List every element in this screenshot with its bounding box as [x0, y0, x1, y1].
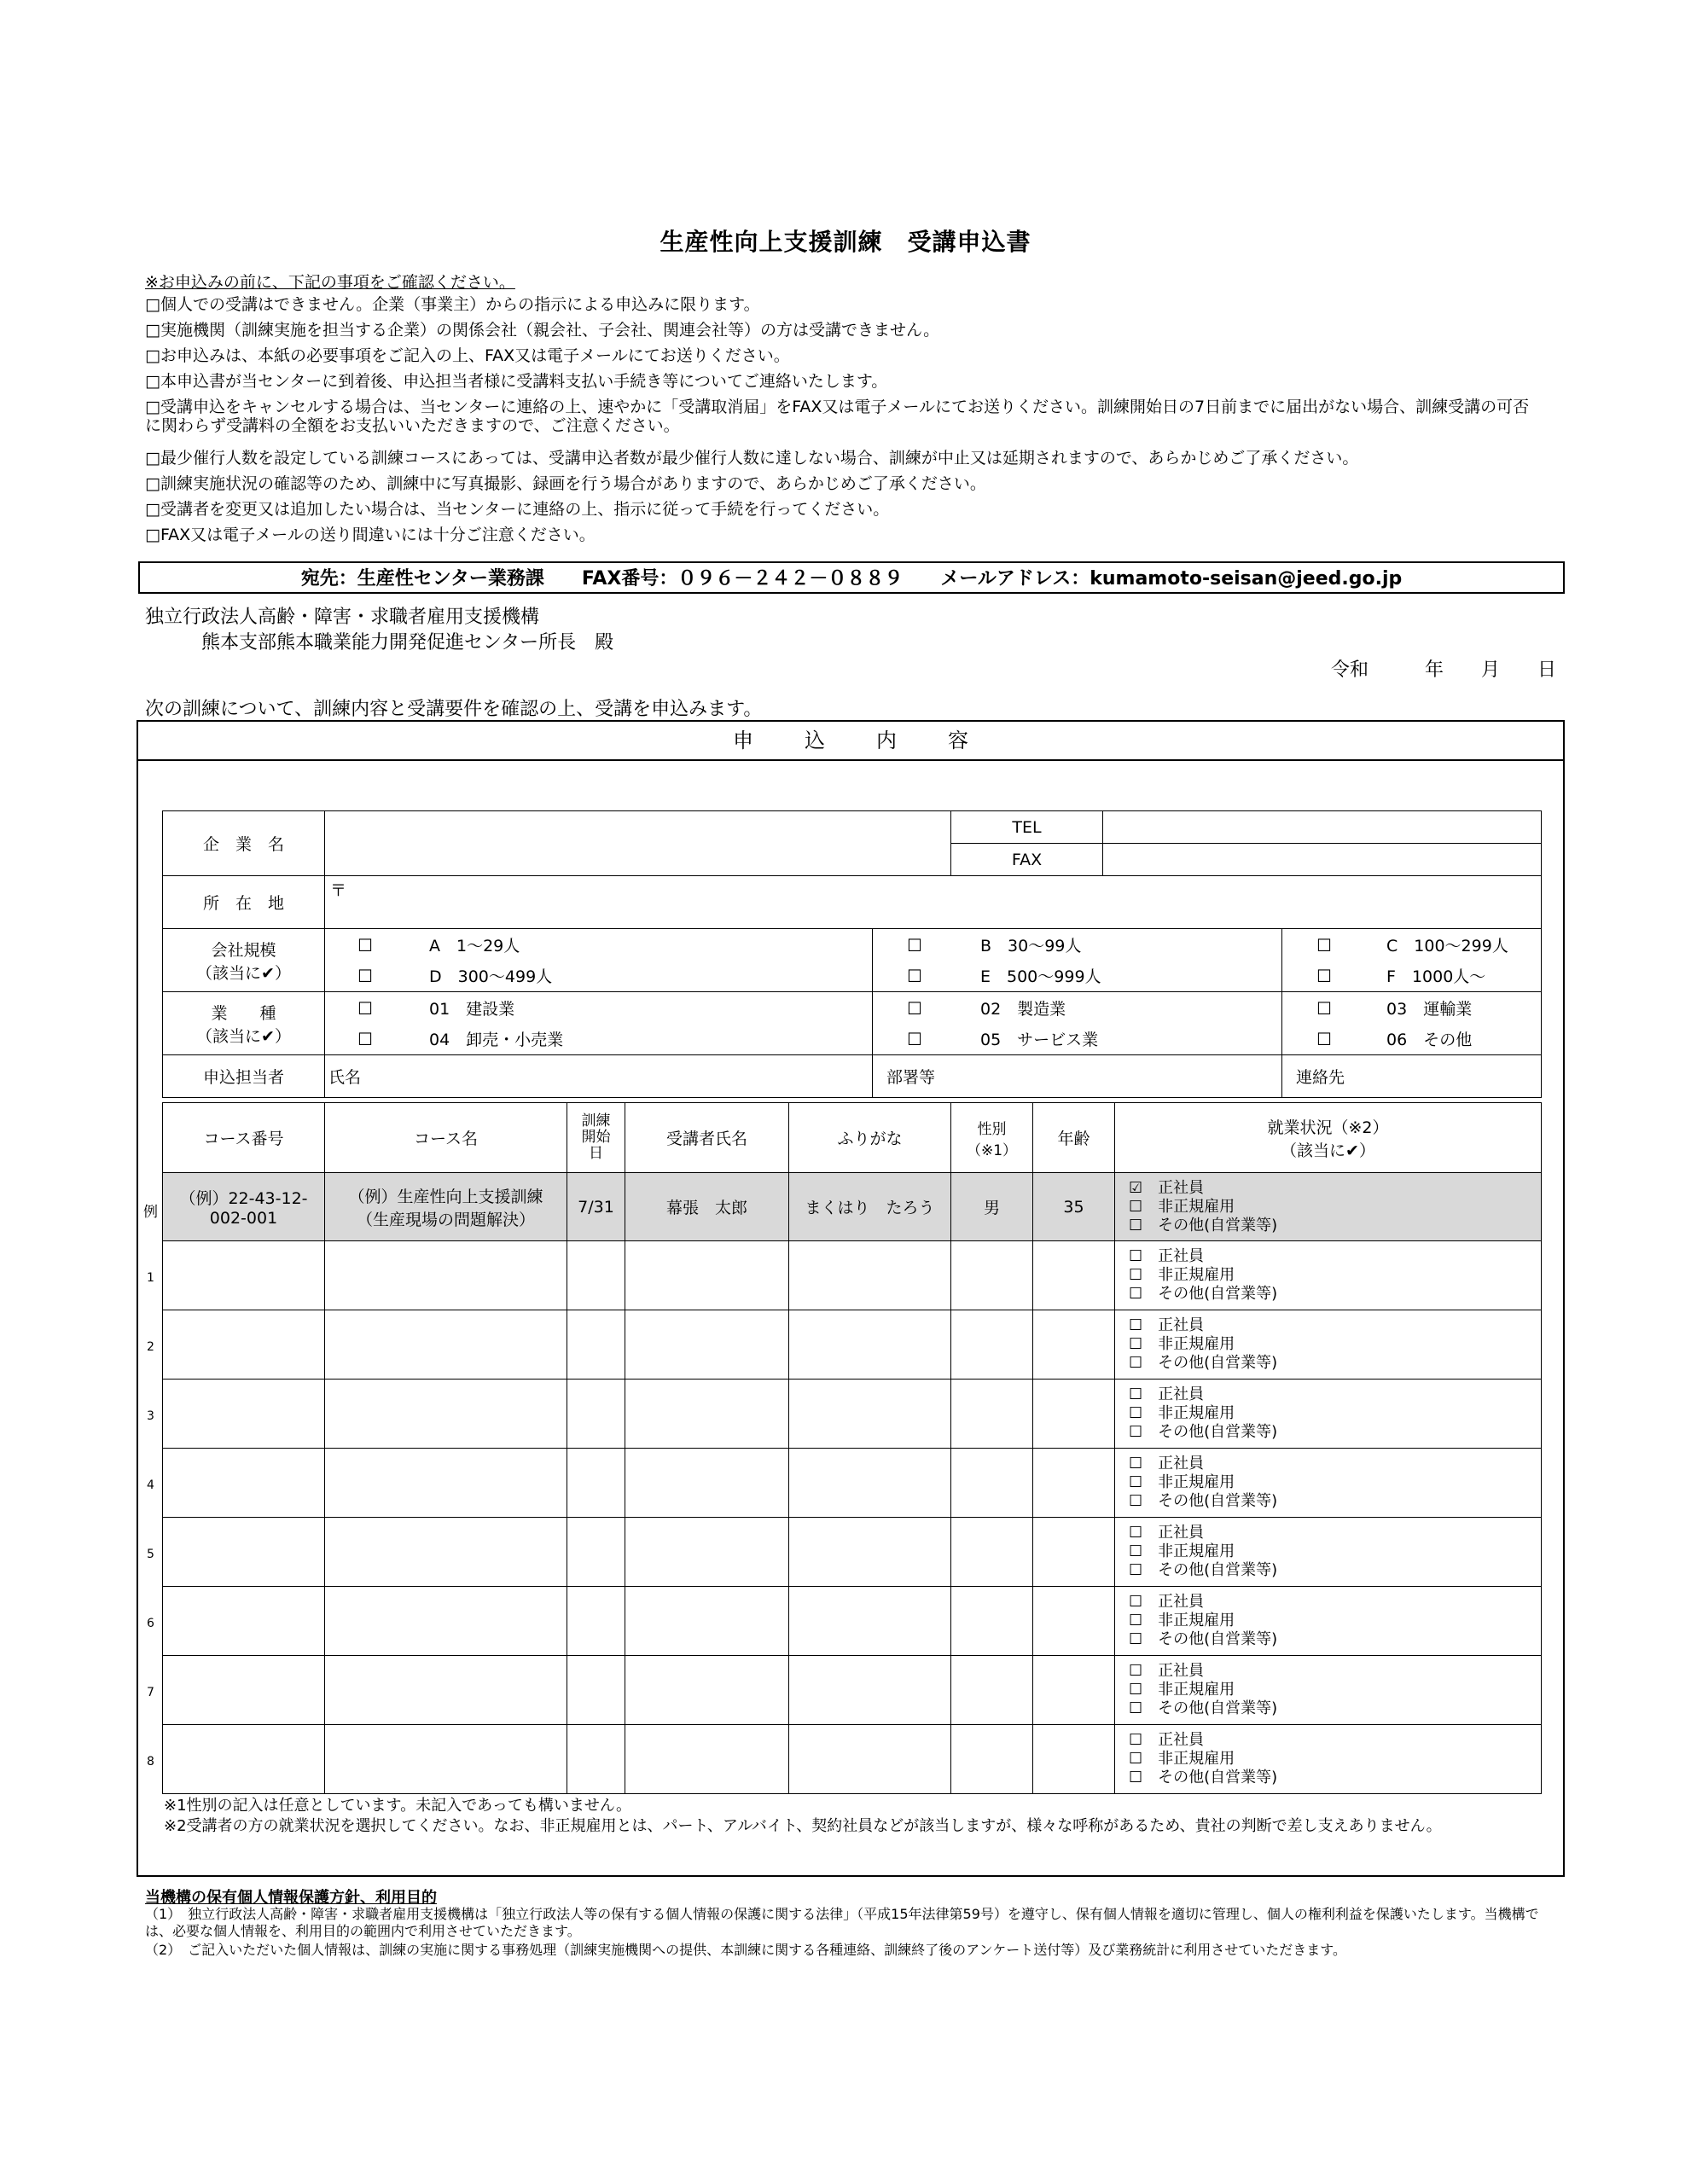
header-age: 年齢 [1033, 1103, 1115, 1173]
contact-dept-field[interactable]: 部署等 [873, 1055, 1282, 1098]
trainee-course-no-field[interactable] [163, 1449, 325, 1518]
employment-option[interactable]: ☐ その他(自営業等) [1129, 1769, 1278, 1786]
trainee-course-name-field[interactable] [325, 1380, 567, 1449]
employment-option[interactable]: ☐ 非正規雇用 [1129, 1612, 1235, 1629]
row-number: 6 [147, 1617, 154, 1630]
trainee-furigana-field[interactable] [789, 1380, 951, 1449]
trainee-course-no-field[interactable] [163, 1725, 325, 1794]
employment-option[interactable]: ☐ 正社員 [1129, 1731, 1205, 1749]
example-trainee-name: 幕張 太郎 [625, 1173, 789, 1241]
trainee-age-field[interactable] [1033, 1241, 1115, 1310]
header-gender: 性別 （※1） [951, 1103, 1033, 1173]
row-number: 1 [147, 1271, 154, 1285]
industry-group-1 [325, 992, 873, 1055]
employment-option[interactable]: ☐ 正社員 [1129, 1316, 1205, 1334]
trainee-gender-field[interactable] [951, 1656, 1033, 1725]
company-size-label: 会社規模 （該当に✔） [163, 929, 325, 992]
checkbox-icon: ☐ [1316, 965, 1332, 986]
checkbox-icon: ☐ [1129, 1285, 1143, 1303]
checkbox-icon: ☐ [357, 934, 373, 956]
example-age: 35 [1033, 1173, 1115, 1241]
trainee-trainee-name-field[interactable] [625, 1241, 789, 1310]
employment-option[interactable]: ☐ その他(自営業等) [1129, 1423, 1278, 1441]
destination-box: 宛先：生産性センター業務課 FAX番号：０９６－２４２－０８８９ メールアドレス：kumamoto-seisan@jeed.go.jp [138, 561, 1565, 594]
trainee-gender-field[interactable] [951, 1380, 1033, 1449]
size-option-f[interactable]: ☐ F 1000人〜 [1316, 965, 1486, 986]
checkbox-icon: ☐ [1129, 1335, 1143, 1353]
row-number: 7 [147, 1686, 154, 1699]
intro-text: 次の訓練について、訓練内容と受講要件を確認の上、受講を申込みます。 [145, 699, 763, 720]
example-furigana: まくはり たろう [789, 1173, 951, 1241]
address-field[interactable] [325, 876, 1542, 929]
checkbox-icon: ☐ [907, 1028, 922, 1049]
trainee-gender-field[interactable] [951, 1587, 1033, 1656]
trainee-course-no-field[interactable] [163, 1656, 325, 1725]
trainee-age-field[interactable] [1033, 1380, 1115, 1449]
footnote-2: ※2受講者の方の就業状況を選択してください。なお、非正規雇用とは、パート、アルバイト、契約社員などが該当しますが、様々な呼称があるため、貴社の判断で差し支えありません。 [164, 1817, 1442, 1835]
size-option-b[interactable]: ☐ B 30〜99人 [907, 934, 1082, 956]
employment-option[interactable]: ☐ 非正規雇用 [1129, 1750, 1235, 1768]
trainee-trainee-name-field[interactable] [625, 1380, 789, 1449]
employment-option[interactable]: ☐ その他(自営業等) [1129, 1561, 1278, 1579]
trainee-row [163, 1241, 1542, 1310]
trainee-trainee-name-field[interactable] [625, 1725, 789, 1794]
header-employment: 就業状況（※2） （該当に✔） [1115, 1103, 1542, 1173]
section-header: 申込内容 [137, 720, 1565, 761]
checkbox-icon: ☐ [1129, 1247, 1143, 1265]
checkbox-icon: ☐ [1129, 1561, 1143, 1579]
header-course-no: コース番号 [163, 1103, 325, 1173]
trainee-furigana-field[interactable] [789, 1725, 951, 1794]
trainee-row [163, 1449, 1542, 1518]
trainee-course-name-field[interactable] [325, 1449, 567, 1518]
trainee-course-name-field[interactable] [325, 1241, 567, 1310]
employment-option[interactable]: ☐ その他(自営業等) [1129, 1285, 1278, 1303]
employment-options [1115, 1725, 1542, 1794]
trainee-row [163, 1725, 1542, 1794]
trainee-furigana-field[interactable] [789, 1587, 951, 1656]
employment-option[interactable]: ☐ 非正規雇用 [1129, 1404, 1235, 1422]
checkbox-icon: ☐ [1129, 1316, 1143, 1334]
company-table [162, 810, 1542, 1098]
checkbox-icon: ☐ [907, 997, 922, 1019]
note-item: □最少催行人数を設定している訓練コースにあっては、受講申込者数が最少催行人数に達しない場合、訓練が中止又は延期されますので、あらかじめご了承ください。 [145, 449, 1359, 468]
header-course-name: コース名 [325, 1103, 567, 1173]
checkbox-icon: ☐ [1129, 1699, 1143, 1717]
header-start-day: 訓練開始日 [567, 1103, 625, 1173]
example-row-label: 例 [143, 1204, 158, 1221]
fax-label: FAX [951, 844, 1103, 876]
industry-option-02[interactable]: ☐ 02 製造業 [907, 997, 1066, 1019]
checkbox-icon: ☐ [1129, 1662, 1143, 1680]
example-course-no: （例）22-43-12- 002-001 [163, 1173, 325, 1241]
form-title: 生産性向上支援訓練 受講申込書 [660, 228, 1031, 256]
employment-option[interactable]: ☐ 非正規雇用 [1129, 1681, 1235, 1699]
fax-field[interactable] [1103, 844, 1542, 876]
trainee-age-field[interactable] [1033, 1518, 1115, 1587]
size-option-e[interactable]: ☐ E 500〜999人 [907, 965, 1101, 986]
note-item: □受講者を変更又は追加したい場合は、当センターに連絡の上、指示に従って手続を行ってください。 [145, 500, 890, 519]
industry-option-05[interactable]: ☐ 05 サービス業 [907, 1028, 1099, 1049]
checkbox-icon: ☐ [1129, 1593, 1143, 1611]
company-name-label: 企 業 名 [163, 811, 325, 876]
checkbox-icon: ☐ [1129, 1354, 1143, 1372]
trainee-age-field[interactable] [1033, 1725, 1115, 1794]
policy-heading: 当機構の保有個人情報保護方針、利用目的 [145, 1889, 437, 1907]
trainee-gender-field[interactable] [951, 1725, 1033, 1794]
trainee-gender-field[interactable] [951, 1449, 1033, 1518]
addressee-line-2: 熊本支部熊本職業能力開発促進センター所長 殿 [201, 632, 614, 653]
trainee-table [162, 1102, 1542, 1794]
employment-options [1115, 1587, 1542, 1656]
checkbox-icon: ☐ [1129, 1524, 1143, 1542]
checkbox-icon: ☐ [1129, 1473, 1143, 1491]
policy-item-2: （2） ご記入いただいた個人情報は、訓練の実施に関する事務処理（訓練実施機関への提供、本訓練に関する各種連絡、訓練終了後のアンケート送付等）及び業務統計に利用させていただきます。 [145, 1942, 1346, 1958]
trainee-course-no-field[interactable] [163, 1587, 325, 1656]
trainee-course-name-field[interactable] [325, 1518, 567, 1587]
example-start-day: 7/31 [567, 1173, 625, 1241]
header-furigana: ふりがな [789, 1103, 951, 1173]
checkbox-icon: ☐ [907, 965, 922, 986]
checkbox-icon: ☐ [1129, 1385, 1143, 1403]
trainee-course-name-field[interactable] [325, 1656, 567, 1725]
employment-option[interactable]: ☐ その他(自営業等) [1129, 1699, 1278, 1717]
note-item: □訓練実施状況の確認等のため、訓練中に写真撮影、録画を行う場合がありますので、あらかじめご了承ください。 [145, 474, 986, 493]
header-trainee-name: 受講者氏名 [625, 1103, 789, 1173]
employment-option[interactable]: ☐ 非正規雇用 [1129, 1335, 1235, 1353]
employment-option[interactable]: ☐ 非正規雇用 [1129, 1542, 1235, 1560]
trainee-trainee-name-field[interactable] [625, 1587, 789, 1656]
row-number: 8 [147, 1755, 154, 1769]
checkbox-icon: ☐ [1129, 1612, 1143, 1629]
example-employment: ☑ 正社員 ☐ 非正規雇用 ☐ その他(自営業等) [1115, 1173, 1542, 1241]
trainee-course-name-field[interactable] [325, 1310, 567, 1380]
trainee-furigana-field[interactable] [789, 1241, 951, 1310]
industry-label: 業 種 （該当に✔） [163, 992, 325, 1055]
trainee-start-day-field[interactable] [567, 1449, 625, 1518]
employment-option[interactable]: ☐ 正社員 [1129, 1524, 1205, 1542]
trainee-row [163, 1518, 1542, 1587]
tel-field[interactable] [1103, 811, 1542, 844]
checkbox-icon: ☐ [1129, 1542, 1143, 1560]
employment-options [1115, 1310, 1542, 1380]
trainee-gender-field[interactable] [951, 1241, 1033, 1310]
company-size-group-3 [1282, 929, 1542, 992]
checkbox-icon: ☐ [1129, 1630, 1143, 1648]
trainee-start-day-field[interactable] [567, 1518, 625, 1587]
employment-options [1115, 1518, 1542, 1587]
trainee-trainee-name-field[interactable] [625, 1656, 789, 1725]
addressee-line-1: 独立行政法人高齢・障害・求職者雇用支援機構 [145, 607, 540, 628]
trainee-course-no-field[interactable] [163, 1380, 325, 1449]
checkbox-icon: ☐ [1129, 1423, 1143, 1441]
checkbox-icon: ☐ [1129, 1492, 1143, 1510]
trainee-course-no-field[interactable] [163, 1241, 325, 1310]
trainee-trainee-name-field[interactable] [625, 1310, 789, 1380]
trainee-age-field[interactable] [1033, 1310, 1115, 1380]
trainee-row [163, 1587, 1542, 1656]
note-item: □受講申込をキャンセルする場合は、当センターに連絡の上、速やかに「受講取消届」をFAX又は電子メールにてお送りください。訓練開始日の7日前までに届出がない場合、訓練受講の可否に関わらず受講料の全額をお支払いいただきますので、ご注意ください。 [145, 398, 1530, 435]
trainee-course-no-field[interactable] [163, 1310, 325, 1380]
employment-options [1115, 1656, 1542, 1725]
industry-group-3 [1282, 992, 1542, 1055]
example-row [163, 1173, 1542, 1241]
employment-option[interactable]: ☐ 正社員 [1129, 1247, 1205, 1265]
checkbox-icon: ☐ [1316, 934, 1332, 956]
checkbox-icon: ☐ [1129, 1216, 1143, 1234]
employment-options [1115, 1380, 1542, 1449]
trainee-furigana-field[interactable] [789, 1656, 951, 1725]
tel-label: TEL [951, 811, 1103, 844]
company-name-field[interactable] [325, 811, 951, 876]
note-item: □お申込みは、本紙の必要事項をご記入の上、FAX又は電子メールにてお送りください。 [145, 346, 790, 365]
checkbox-icon: ☐ [357, 997, 373, 1019]
postal-mark: 〒 [330, 881, 347, 900]
company-size-group-2 [873, 929, 1282, 992]
trainee-start-day-field[interactable] [567, 1241, 625, 1310]
trainee-course-no-field[interactable] [163, 1518, 325, 1587]
row-number: 4 [147, 1478, 154, 1492]
industry-option-01[interactable]: ☐ 01 建設業 [357, 997, 515, 1019]
checkbox-icon: ☐ [357, 1028, 373, 1049]
industry-group-2 [873, 992, 1282, 1055]
trainee-age-field[interactable] [1033, 1656, 1115, 1725]
employment-option[interactable]: ☐ その他(自営業等) [1129, 1354, 1278, 1372]
checkbox-icon: ☐ [1129, 1731, 1143, 1749]
trainee-furigana-field[interactable] [789, 1310, 951, 1380]
trainee-row [163, 1310, 1542, 1380]
note-item: □FAX又は電子メールの送り間違いには十分ご注意ください。 [145, 526, 596, 544]
employment-options [1115, 1241, 1542, 1310]
trainee-age-field[interactable] [1033, 1587, 1115, 1656]
example-gender: 男 [951, 1173, 1033, 1241]
row-number: 3 [147, 1409, 154, 1423]
trainee-course-name-field[interactable] [325, 1725, 567, 1794]
industry-option-03[interactable]: ☐ 03 運輸業 [1316, 997, 1473, 1019]
employment-option[interactable]: ☐ 正社員 [1129, 1455, 1205, 1472]
trainee-start-day-field[interactable] [567, 1725, 625, 1794]
checkbox-icon: ☐ [1129, 1681, 1143, 1699]
checkbox-icon: ☐ [1316, 1028, 1332, 1049]
size-option-d[interactable]: ☐ D 300〜499人 [357, 965, 553, 986]
industry-option-06[interactable]: ☐ 06 その他 [1316, 1028, 1473, 1049]
date-line: 令和 年 月 日 [1331, 659, 1557, 681]
industry-option-04[interactable]: ☐ 04 卸売・小売業 [357, 1028, 564, 1049]
trainee-furigana-field[interactable] [789, 1518, 951, 1587]
checkbox-icon: ☐ [1129, 1769, 1143, 1786]
employment-option[interactable]: ☐ 非正規雇用 [1129, 1266, 1235, 1284]
employment-options [1115, 1449, 1542, 1518]
checkbox-icon: ☐ [357, 965, 373, 986]
note-item: □本申込書が当センターに到着後、申込担当者様に受講料支払い手続き等についてご連絡いたします。 [145, 372, 888, 391]
contact-label: 申込担当者 [163, 1055, 325, 1098]
trainee-start-day-field[interactable] [567, 1380, 625, 1449]
company-size-group-1 [325, 929, 873, 992]
checked-checkbox-icon: ☑ [1129, 1178, 1143, 1197]
employment-option[interactable]: ☐ 正社員 [1129, 1593, 1205, 1611]
contact-name-field[interactable]: 氏名 [325, 1055, 873, 1098]
trainee-start-day-field[interactable] [567, 1310, 625, 1380]
size-option-a[interactable]: ☐ A 1〜29人 [357, 934, 520, 956]
checkbox-icon: ☐ [907, 934, 922, 956]
trainee-gender-field[interactable] [951, 1518, 1033, 1587]
note-item: □個人での受講はできません。企業（事業主）からの指示による申込みに限ります。 [145, 295, 760, 314]
checkbox-icon: ☐ [1129, 1750, 1143, 1768]
employment-option[interactable]: ☐ 非正規雇用 [1129, 1473, 1235, 1491]
trainee-trainee-name-field[interactable] [625, 1449, 789, 1518]
policy-item-1: （1） 独立行政法人高齢・障害・求職者雇用支援機構は「独立行政法人等の保有する個人情報の保護に関する法律」（平成15年法律第59号）を遵守し、保有個人情報を適切に管理し、個人の権利利益を保護いたします。当機構では、必要な個人情報を、利用目的の範囲内で利用させていただきます。 [145, 1906, 1539, 1939]
notes-heading: ※お申込みの前に、下記の事項をご確認ください。 [145, 273, 515, 292]
row-number: 2 [147, 1340, 154, 1354]
example-course-name: （例）生産性向上支援訓練 （生産現場の問題解決） [325, 1173, 567, 1241]
checkbox-icon: ☐ [1129, 1266, 1143, 1284]
footnote-1: ※1性別の記入は任意としています。未記入であっても構いません。 [164, 1797, 631, 1815]
note-item: □実施機関（訓練実施を担当する企業）の関係会社（親会社、子会社、関連会社等）の方は受講できません。 [145, 321, 940, 340]
size-option-c[interactable]: ☐ C 100〜299人 [1316, 934, 1508, 956]
employment-option[interactable]: ☐ その他(自営業等) [1129, 1492, 1278, 1510]
employment-option[interactable]: ☐ 正社員 [1129, 1385, 1205, 1403]
trainee-row [163, 1656, 1542, 1725]
trainee-age-field[interactable] [1033, 1449, 1115, 1518]
address-label: 所 在 地 [163, 876, 325, 929]
trainee-start-day-field[interactable] [567, 1587, 625, 1656]
employment-option[interactable]: ☐ 正社員 [1129, 1662, 1205, 1680]
employment-option[interactable]: ☐ その他(自営業等) [1129, 1630, 1278, 1648]
trainee-trainee-name-field[interactable] [625, 1518, 789, 1587]
trainee-row [163, 1380, 1542, 1449]
checkbox-icon: ☐ [1129, 1197, 1143, 1216]
trainee-start-day-field[interactable] [567, 1656, 625, 1725]
checkbox-icon: ☐ [1129, 1404, 1143, 1422]
checkbox-icon: ☐ [1129, 1455, 1143, 1472]
trainee-furigana-field[interactable] [789, 1449, 951, 1518]
contact-tel-field[interactable]: 連絡先 [1282, 1055, 1542, 1098]
checkbox-icon: ☐ [1316, 997, 1332, 1019]
trainee-gender-field[interactable] [951, 1310, 1033, 1380]
trainee-course-name-field[interactable] [325, 1587, 567, 1656]
row-number: 5 [147, 1548, 154, 1561]
